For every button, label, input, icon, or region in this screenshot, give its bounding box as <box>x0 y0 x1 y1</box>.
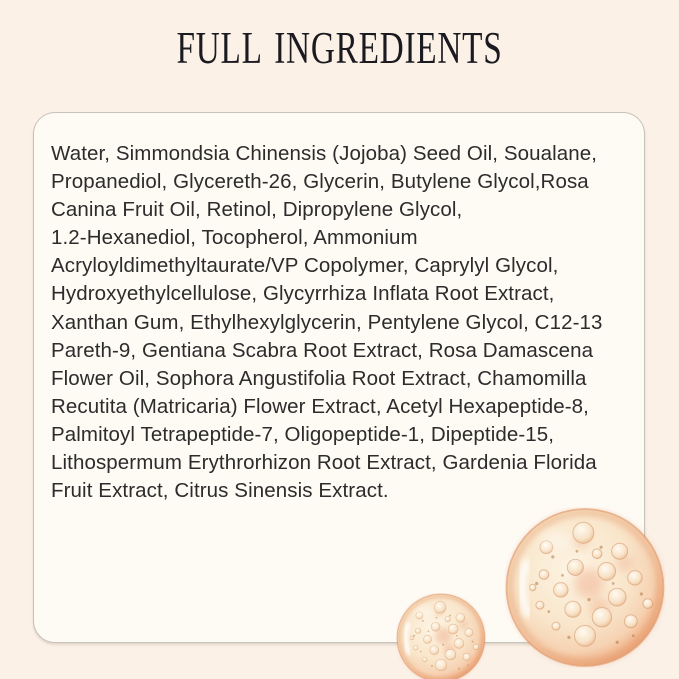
ingredients-line: 1.2-Hexanediol, Tocopherol, Ammonium <box>51 226 418 250</box>
ingredients-line: Hydroxyethylcellulose, Glycyrrhiza Inflata Root Extract, <box>51 282 555 306</box>
ingredients-line: Palmitoyl Tetrapeptide-7, Oligopeptide-1, Dipeptide-15, <box>51 422 555 446</box>
ingredients-line: Fruit Extract, Citrus Sinensis Extract. <box>51 479 389 503</box>
ingredients-line: Lithospermum Erythrorhizon Root Extract, Gardenia Florida <box>51 451 597 475</box>
ingredients-line: Xanthan Gum, Ethylhexylglycerin, Pentylene Glycol, C12-13 <box>51 310 603 334</box>
serum-drop-large <box>502 507 668 668</box>
ingredients-list <box>51 140 638 505</box>
ingredients-line: Propanediol, Glycereth-26, Glycerin, Butylene Glycol,Rosa <box>51 170 589 194</box>
ingredients-line: Pareth-9, Gentiana Scabra Root Extract, Rosa Damascena <box>51 338 594 362</box>
ingredients-line: Canina Fruit Oil, Retinol, Dipropylene Glycol, <box>51 198 463 222</box>
serum-drop-small <box>395 593 487 679</box>
ingredients-line: Recutita (Matricaria) Flower Extract, Acetyl Hexapeptide-8, <box>51 394 589 418</box>
ingredients-line: Flower Oil, Sophora Angustifolia Root Extract, Chamomilla <box>51 366 587 390</box>
ingredients-line: Acryloyldimethyltaurate/VP Copolymer, Caprylyl Glycol, <box>51 254 559 278</box>
ingredients-line: Water, Simmondsia Chinensis (Jojoba) Seed Oil, Soualane, <box>51 142 598 165</box>
page-title: FULL INGREDIENTS <box>176 23 503 73</box>
